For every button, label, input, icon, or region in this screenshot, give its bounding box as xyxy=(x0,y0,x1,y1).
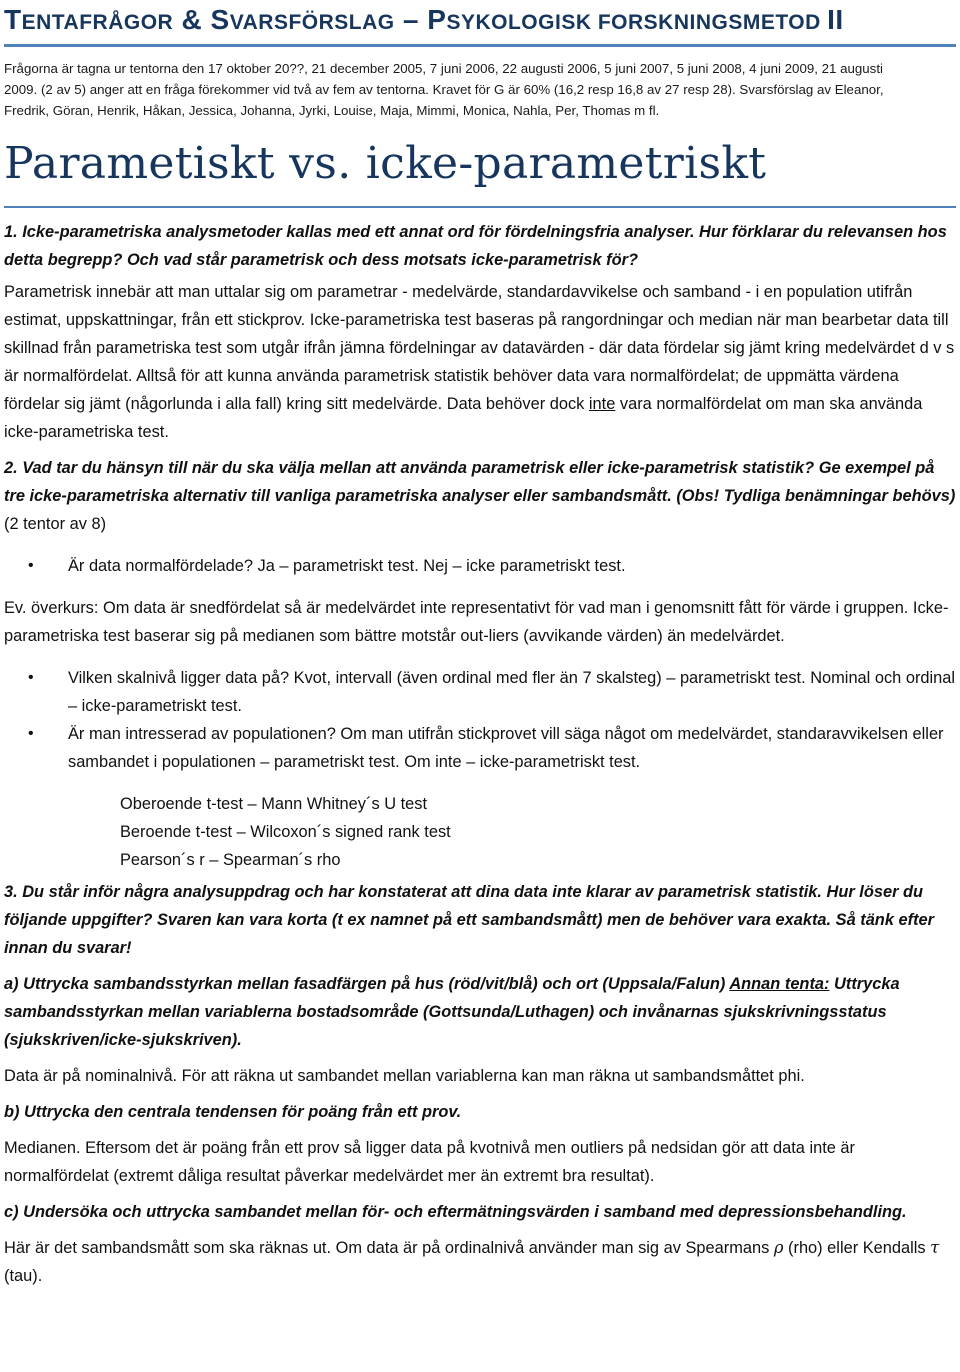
q2-bullet-list-2 xyxy=(4,664,956,776)
title-part-3: SYKOLOGISK FORSKNINGSMETOD xyxy=(446,11,828,34)
q2-bullet-list-1 xyxy=(4,552,956,580)
answer-3c-text-b: (rho) eller Kendalls xyxy=(783,1239,931,1257)
question-2-text: 2. Vad tar du hänsyn till när du ska välja mellan att använda parametrisk eller icke-parametrisk statistik? Ge exempel på tre icke-parametriska alternativ till vanliga parametriska analyser eller sambandsmått. (Obs! Tydliga benämningar behövs) xyxy=(4,459,956,505)
intro-line-2: 2009. (2 av 5) anger att en fråga förekommer vid två av fem av tentorna. Kravet för G är 60% (16,2 resp 16,8 av 27 resp 28). Svarsförslag av Eleanor, xyxy=(4,82,884,98)
q2-bullet-1: • Är data normalfördelade? Ja – parametriskt test. Nej – icke parametriskt test. xyxy=(4,552,956,580)
test-pair-3: Pearson´s r – Spearman´s rho xyxy=(120,851,341,869)
question-3b: b) Uttrycka den centrala tendensen för poäng från ett prov. xyxy=(4,1103,462,1121)
title-part-1: ENTAFRÅGOR xyxy=(21,11,174,34)
section-heading-rule xyxy=(4,206,956,208)
answer-3c xyxy=(4,1234,956,1290)
title-ampersand: & xyxy=(173,4,211,35)
question-2-note: (2 tentor av 8) xyxy=(4,515,107,533)
answer-3c-text-a: Här är det sambandsmått som ska räknas ut. Om data är på ordinalnivå använder man sig av Spearmans xyxy=(4,1239,774,1257)
question-3a-text-a: a) Uttrycka sambandsstyrkan mellan fasadfärgen på hus (röd/vit/blå) och ort (Uppsala/Falun) xyxy=(4,975,730,993)
intro-line-3: Fredrik, Göran, Henrik, Håkan, Jessica, Johanna, Jyrki, Louise, Maja, Mimmi, Monica, Nahla, Per, Thomas m fl. xyxy=(4,103,660,119)
question-2 xyxy=(4,454,956,538)
question-1: 1. Icke-parametriska analysmetoder kallas med ett annat ord för fördelningsfria analyser. Hur förklarar du relevansen hos detta begrepp? Och vad står parametrisk och dess motsats icke-parametrisk för? xyxy=(4,223,947,269)
intro-line-1: Frågorna är tagna ur tentorna den 17 oktober 20??, 21 december 2005, 7 juni 2006, 22 augusti 2006, 5 juni 2007, 5 juni 2008, 4 juni 2009, 21 augusti xyxy=(4,61,883,76)
answer-3c-text-c: (tau). xyxy=(4,1267,43,1285)
document-body xyxy=(4,218,956,1290)
test-pair-1: Oberoende t-test – Mann Whitney´s U test xyxy=(120,795,428,813)
test-pair-2: Beroende t-test – Wilcoxon´s signed rank test xyxy=(120,823,451,841)
q2-overkurs-note: Ev. överkurs: Om data är snedfördelat så är medelvärdet inte representativt för vad man i genomsnitt fått för värde i gruppen. Icke-parametriska test baserar sig på medianen som bättre motstår out-liers (avvikande värden) än medelvärdet. xyxy=(4,599,949,645)
test-pairs xyxy=(4,790,956,874)
title-initial-s: S xyxy=(210,4,230,35)
title-initial-t: T xyxy=(4,4,22,35)
title-underline xyxy=(4,44,956,47)
document-title xyxy=(4,4,844,36)
q2-bullet-3: • Är man intresserad av populationen? Om man utifrån stickprovet vill säga något om medelvärdet, standaravvikelsen eller sambandet i populationen – parametriskt test. Om inte – icke-parametriskt test. xyxy=(4,720,956,776)
question-3c: c) Undersöka och uttrycka sambandet mellan för- och eftermätningsvärden i samband med depressionsbehandling. xyxy=(4,1203,907,1221)
answer-1-underlined-word: inte xyxy=(588,395,616,413)
question-3a-underlined: Annan tenta: xyxy=(729,975,830,993)
answer-3b: Medianen. Eftersom det är poäng från ett prov så ligger data på kvotnivå men outliers på nedsidan gör att data inte är normalfördelat (extremt dåliga resultat påverkar medelvärdet mer än extremt bra resultat). xyxy=(4,1139,856,1185)
answer-1-text-b: vara normalfördelat om man ska använda icke-parametriska test. xyxy=(4,395,923,441)
q2-bullet-2: • Vilken skalnivå ligger data på? Kvot, intervall (även ordinal med fler än 7 skalsteg) – parametriskt test. Nominal och ordinal – icke-parametriskt test. xyxy=(4,664,956,720)
tau-symbol: τ xyxy=(930,1238,940,1257)
title-dash: – xyxy=(394,4,428,35)
answer-3a: Data är på nominalnivå. För att räkna ut sambandet mellan variablerna kan man räkna ut sambandsmåttet phi. xyxy=(4,1067,805,1085)
answer-1-text-a: Parametrisk innebär att man uttalar sig om parametrar - medelvärde, standardavvikelse och samband - i en population utifrån estimat, uppskattningar, från ett stickprov. Icke-parametriska test baseras på rangordningar och median när man bearbetar data till skillnad från parametriska test som utgår ifrån jämna fördelningar av datavärden - där data fördelar sig jämt kring medelvärdet d v s är normalfördelat. Alltså för att kunna använda parametrisk statistik behöver data vara normalfördelat; de uppmätta värdena fördelar sig jämt (någorlunda i alla fall) kring sitt medelvärde. Data behöver dock xyxy=(4,283,955,413)
title-numeral: II xyxy=(827,4,844,35)
answer-1 xyxy=(4,278,956,446)
rho-symbol: ρ xyxy=(773,1238,784,1257)
question-3a-text-b: Uttrycka sambandsstyrkan mellan variablerna bostadsområde (Gottsunda/Luthagen) och invånarnas sjukskrivningsstatus (sjukskriven/icke-sjukskriven). xyxy=(4,975,900,1049)
question-3a xyxy=(4,970,956,1054)
section-heading: Parametiskt vs. icke-parametriskt xyxy=(4,138,767,189)
question-3: 3. Du står inför några analysuppdrag och har konstaterat att dina data inte klarar av parametrisk statistik. Hur löser du följande uppgifter? Svaren kan vara korta (t ex namnet på ett sambandsmått) men de behöver vara exakta. Så tänk efter innan du svarar! xyxy=(4,883,935,957)
title-part-2: VARSFÖRSLAG xyxy=(229,11,395,34)
intro-paragraph xyxy=(4,58,956,122)
title-initial-p: P xyxy=(427,4,447,35)
